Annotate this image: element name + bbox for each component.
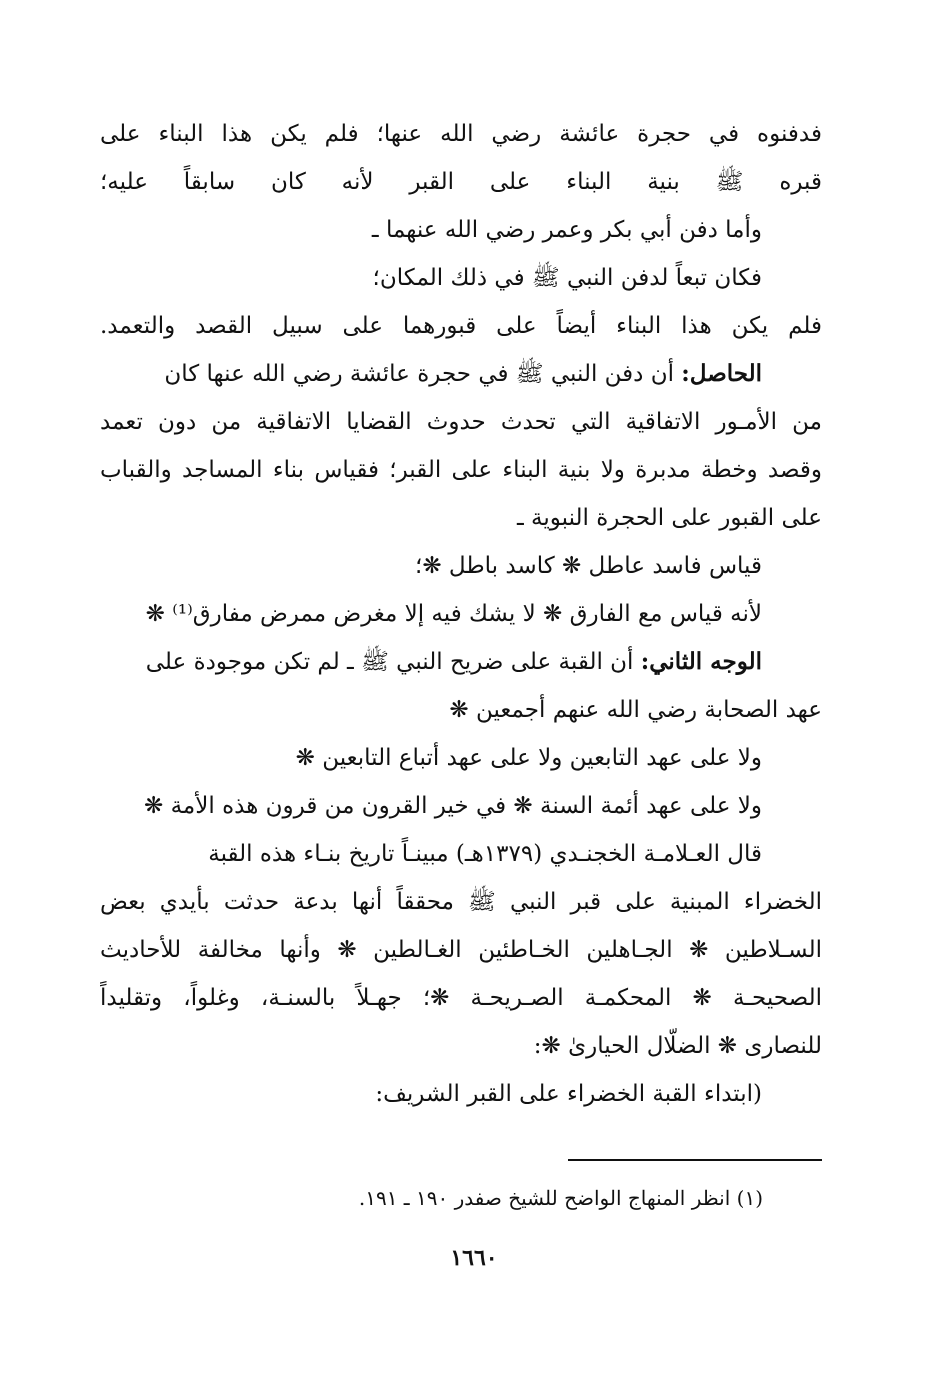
text-line bbox=[100, 398, 822, 446]
footnote-divider bbox=[568, 1159, 822, 1161]
line-text: على القبور على الحجرة النبوية ـ bbox=[517, 505, 822, 531]
text-line bbox=[100, 734, 822, 782]
text-line bbox=[100, 974, 822, 1022]
line-text: عهد الصحابة رضي الله عنهم أجمعين ❋ bbox=[449, 697, 822, 723]
line-text: وأما دفن أبي بكر وعمر رضي الله عنهما ـ bbox=[371, 217, 762, 243]
line-text: السـلاطين ❋ الجـاهلين الخـاطئين الغـالطين ❋ وأنها مخالفة للأحاديث bbox=[100, 937, 822, 963]
line-text: ولا على عهد أئمة السنة ❋ في خير القرون من قرون هذه الأمة ❋ bbox=[144, 793, 762, 819]
text-line bbox=[100, 110, 822, 158]
text-line bbox=[100, 878, 822, 926]
line-text: وقصد وخطة مدبرة ولا بنية البناء على القبر؛ فقياس بناء المساجد والقباب bbox=[100, 457, 822, 483]
text-line bbox=[100, 206, 822, 254]
text-line bbox=[100, 1022, 822, 1070]
line-text: فلم يكن هذا البناء أيضاً على قبورهما على سبيل القصد والتعمد. bbox=[100, 313, 822, 339]
text-line bbox=[100, 254, 822, 302]
text-line bbox=[100, 926, 822, 974]
line-text: فدفنوه في حجرة عائشة رضي الله عنها؛ فلم يكن هذا البناء على bbox=[100, 121, 822, 147]
line-text: من الأمـور الاتفاقية التي تحدث حدوث القضايا الاتفاقية من دون تعمد bbox=[100, 409, 822, 435]
text-line bbox=[100, 686, 822, 734]
paragraph-lead-hasil: الحاصل: bbox=[681, 360, 762, 387]
line-text: قياس فاسد عاطل ❋ كاسد باطل ❋؛ bbox=[415, 553, 762, 579]
line-text: الخضراء المبنية على قبر النبي ﷺ محققاً أنها بدعة حدثت بأيدي بعض bbox=[100, 889, 822, 915]
text-line bbox=[100, 494, 822, 542]
footnote: (١) انظر المنهاج الواضح للشيخ صفدر ١٩٠ ـ ١٩١. bbox=[358, 1186, 763, 1210]
page-number: ١٦٦٠ bbox=[450, 1245, 498, 1271]
text-line bbox=[100, 542, 822, 590]
text-line bbox=[100, 638, 822, 686]
line-text: ولا على عهد التابعين ولا على عهد أتباع التابعين ❋ bbox=[295, 745, 762, 771]
text-line bbox=[100, 590, 822, 638]
line-text: فكان تبعاً لدفن النبي ﷺ في ذلك المكان؛ bbox=[372, 265, 762, 291]
text-line bbox=[100, 350, 822, 398]
line-text: للنصارى ❋ الضلّال الحيارىٰ ❋: bbox=[533, 1033, 822, 1059]
line-text: الصحيحـة ❋ المحكمـة الصـريحـة ❋؛ جهـلاً بالسنـة، وغلواً، وتقليداً bbox=[100, 985, 822, 1011]
text-line bbox=[100, 782, 822, 830]
line-text: قبره ﷺ بنية البناء على القبر لأنه كان سابقاً عليه؛ bbox=[100, 169, 822, 195]
text-line bbox=[100, 1070, 822, 1118]
text-line bbox=[100, 302, 822, 350]
paragraph-lead-second-aspect: الوجه الثاني: bbox=[640, 648, 762, 675]
line-text: لأنه قياس مع الفارق ❋ لا يشك فيه إلا مغرض ممرض مفارق⁽¹⁾ ❋ bbox=[145, 601, 762, 627]
text-line bbox=[100, 446, 822, 494]
text-line bbox=[100, 830, 822, 878]
body-text bbox=[100, 110, 822, 1118]
text-line bbox=[100, 158, 822, 206]
line-text: (ابتداء القبة الخضراء على القبر الشريف: bbox=[375, 1081, 762, 1107]
line-text: قال العـلامـة الخجنـدي (١٣٧٩هـ) مبينـاً تاريخ بنـاء هذه القبة bbox=[208, 841, 762, 867]
line-text: أن القبة على ضريح النبي ﷺ ـ لم تكن موجودة على bbox=[145, 649, 634, 675]
line-text: أن دفن النبي ﷺ في حجرة عائشة رضي الله عنها كان bbox=[164, 361, 674, 387]
